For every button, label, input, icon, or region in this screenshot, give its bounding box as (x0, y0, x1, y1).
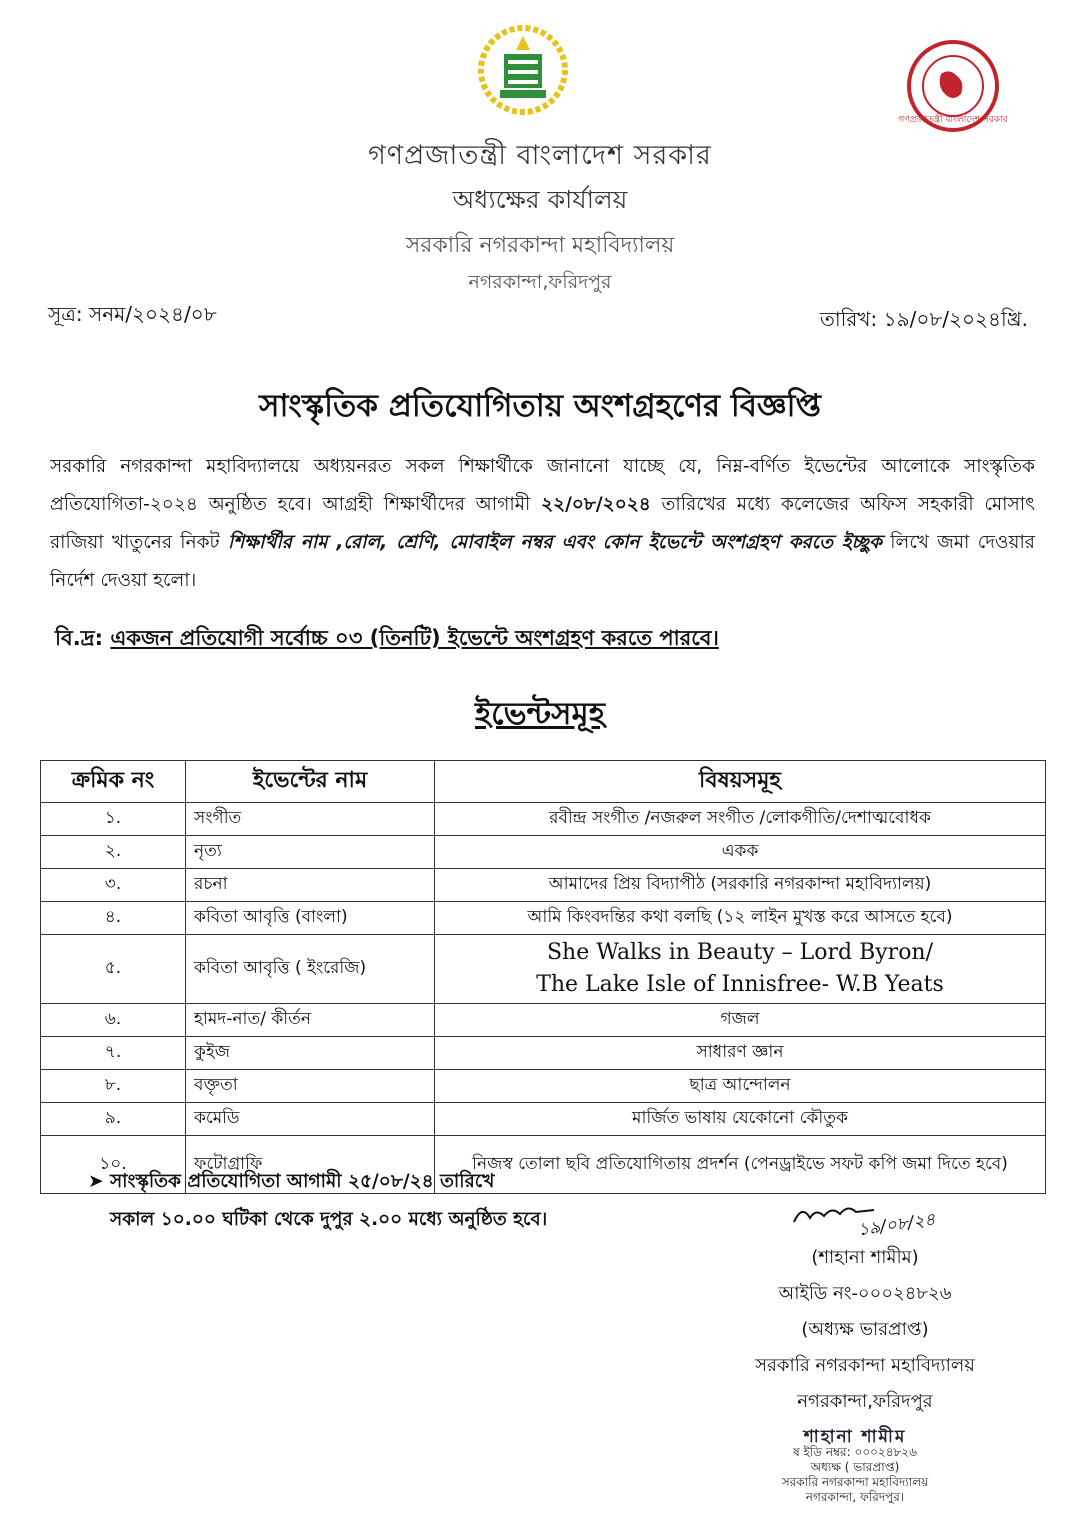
stamp-id: ষ ইডি নম্বর: ০০০২৪৮২৬ (793, 1445, 917, 1459)
row-event: ফটোগ্রাফি (186, 1136, 435, 1194)
table-row (41, 1070, 1046, 1103)
table-row (41, 902, 1046, 935)
official-stamp (740, 1427, 970, 1505)
signer-name: (শাহানা শামীম) (811, 1247, 919, 1268)
row-event: সংগীত (186, 803, 435, 836)
memo-reference: সূত্র: সনম/২০২৪/০৮ (48, 302, 217, 326)
row-serial: ১. (41, 803, 186, 836)
row-serial: ৮. (41, 1070, 186, 1103)
col-serial-header: ক্রমিক নং (41, 761, 186, 803)
notice-body (50, 448, 1035, 600)
stamp-college: সরকারি নগরকান্দা মহাবিদ্যালয় (781, 1475, 929, 1489)
row-subject: আমি কিংবদন্তির কথা বলছি (১২ লাইন মুখস্ত করে আসতে হবে) (435, 902, 1046, 935)
special-note (55, 622, 719, 657)
row-subject: মার্জিত ভাষায় যেকোনো কৌতুক (435, 1103, 1046, 1136)
table-row (41, 935, 1046, 1004)
stamp-designation: অধ্যক্ষ ( ভারপ্রাপ্ত) (810, 1460, 900, 1474)
memo-date: তারিখ: ১৯/০৮/২০২৪খ্রি. (819, 307, 1028, 331)
row-event: রচনা (186, 869, 435, 902)
row-serial: ৬. (41, 1004, 186, 1037)
schedule-line-1: সাংস্কৃতিক প্রতিযোগিতা আগামী ২৫/০৮/২৪ তারিখে (109, 1171, 495, 1192)
stamp-name: শাহানা শামীম (803, 1427, 907, 1447)
header-government: গণপ্রজাতন্ত্রী বাংলাদেশ সরকার (368, 140, 712, 171)
schedule-note (88, 1163, 547, 1239)
signer-college: সরকারি নগরকান্দা মহাবিদ্যালয় (755, 1355, 975, 1376)
schedule-line-2: সকাল ১০.০০ ঘটিকা থেকে দুপুর ২.০০ মধ্যে অনুষ্ঠিত হবে। (110, 1209, 548, 1230)
signature-block (730, 1240, 1000, 1420)
row-subject: ছাত্র আন্দোলন (435, 1070, 1046, 1103)
row-subject: রবীন্দ্র সংগীত /নজরুল সংগীত /লোকগীতি/দেশাত্মবোধক (435, 803, 1046, 836)
row-subject: সাধারণ জ্ঞান (435, 1037, 1046, 1070)
col-event-header: ইভেন্টের নাম (186, 761, 435, 803)
arrow-bullet-icon: ➤ (88, 1171, 110, 1192)
signer-address: নগরকান্দা,ফরিদপুর (797, 1391, 933, 1412)
table-row (41, 1004, 1046, 1037)
row-serial: ৭. (41, 1037, 186, 1070)
row-event: কমেডি (186, 1103, 435, 1136)
row-serial: ৩. (41, 869, 186, 902)
table-row (41, 836, 1046, 869)
events-heading: ইভেন্টসমূহ (474, 696, 606, 732)
row-subject: আমাদের প্রিয় বিদ্যাপীঠ (সরকারি নগরকান্দা মহাবিদ্যালয়) (435, 869, 1046, 902)
header-address: নগরকান্দা,ফরিদপুর (468, 271, 612, 293)
row-subject: গজল (435, 1004, 1046, 1037)
poem-2: The Lake Isle of Innisfree- W.B Yeats (536, 972, 944, 997)
row-event: কবিতা আবৃত্তি ( ইংরেজি) (186, 935, 435, 1004)
signature-date: ১৯/০৮/২৪ (856, 1209, 937, 1241)
events-table (40, 760, 1046, 1194)
seal-text: গণপ্রজাতন্ত্রী বাংলাদেশ সরকার (898, 115, 1008, 125)
table-row (41, 1103, 1046, 1136)
college-emblem-icon (478, 24, 568, 116)
poem-1: She Walks in Beauty – Lord Byron/ (546, 940, 934, 965)
row-subject: নিজস্ব তোলা ছবি প্রতিযোগিতায় প্রদর্শন (পেনড্রাইভে সফট কপি জমা দিতে হবে) (435, 1136, 1046, 1194)
row-serial: ৯. (41, 1103, 186, 1136)
row-event: হামদ-নাত/ কীর্তন (186, 1004, 435, 1037)
government-seal-icon (898, 38, 1008, 134)
body-part-3: লিখে জমা দেওয়ার নির্দেশ দেওয়া হলো। (50, 532, 1035, 591)
note-text: একজন প্রতিযোগী সর্বোচ্চ ০৩ (তিনটি) ইভেন্টে অংশগ্রহণ করতে পারবে। (110, 626, 719, 650)
row-serial: ২. (41, 836, 186, 869)
row-event: কবিতা আবৃত্তি (বাংলা) (186, 902, 435, 935)
row-serial: ১০. (41, 1136, 186, 1194)
table-row (41, 803, 1046, 836)
row-serial: ৫. (41, 935, 186, 1004)
table-row (41, 1037, 1046, 1070)
table-header-row (41, 761, 1046, 803)
body-part-2: তারিখের মধ্যে কলেজের অফিস সহকারী মোসাৎ রাজিয়া খাতুনের নিকট (50, 494, 1035, 553)
row-serial: ৪. (41, 902, 186, 935)
table-row (41, 869, 1046, 902)
signer-id: আইডি নং-০০০২৪৮২৬ (778, 1283, 952, 1304)
body-part-1: সরকারি নগরকান্দা মহাবিদ্যালয়ে অধ্যয়নরত সকল শিক্ষার্থীকে জানানো যাচ্ছে যে, নিম্ন-বর্ণিত ইভেন্টের আলোকে সাংস্কৃতিক প্রতিযোগিতা-২০২৪ অনুষ্ঠিত হবে। আগ্রহী শিক্ষার্থীদের আগামী (50, 456, 1035, 515)
row-event: বক্তৃতা (186, 1070, 435, 1103)
note-prefix: বি.দ্র: (55, 626, 111, 650)
row-event: কুইজ (186, 1037, 435, 1070)
stamp-address: নগরকান্দা, ফরিদপুর। (805, 1490, 905, 1504)
header-college: সরকারি নগরকান্দা মহাবিদ্যালয় (405, 233, 675, 258)
body-emphasis: শিক্ষার্থীর নাম ,রোল, শ্রেণি, মোবাইল নম্বর এবং কোন ইভেন্টে অংশগ্রহণ করতে ইচ্ছুক (227, 532, 882, 553)
row-subject (435, 935, 1046, 1004)
signer-designation: (অধ্যক্ষ ভারপ্রাপ্ত) (801, 1319, 929, 1340)
row-subject: একক (435, 836, 1046, 869)
row-event: নৃত্য (186, 836, 435, 869)
col-subject-header: বিষয়সমূহ (435, 761, 1046, 803)
header-office: অধ্যক্ষের কার্যালয় (452, 185, 628, 214)
body-deadline: ২২/০৮/২০২৪ (541, 494, 651, 515)
notice-title: সাংস্কৃতিক প্রতিযোগিতায় অংশগ্রহণের বিজ্ঞপ্তি (258, 388, 822, 424)
